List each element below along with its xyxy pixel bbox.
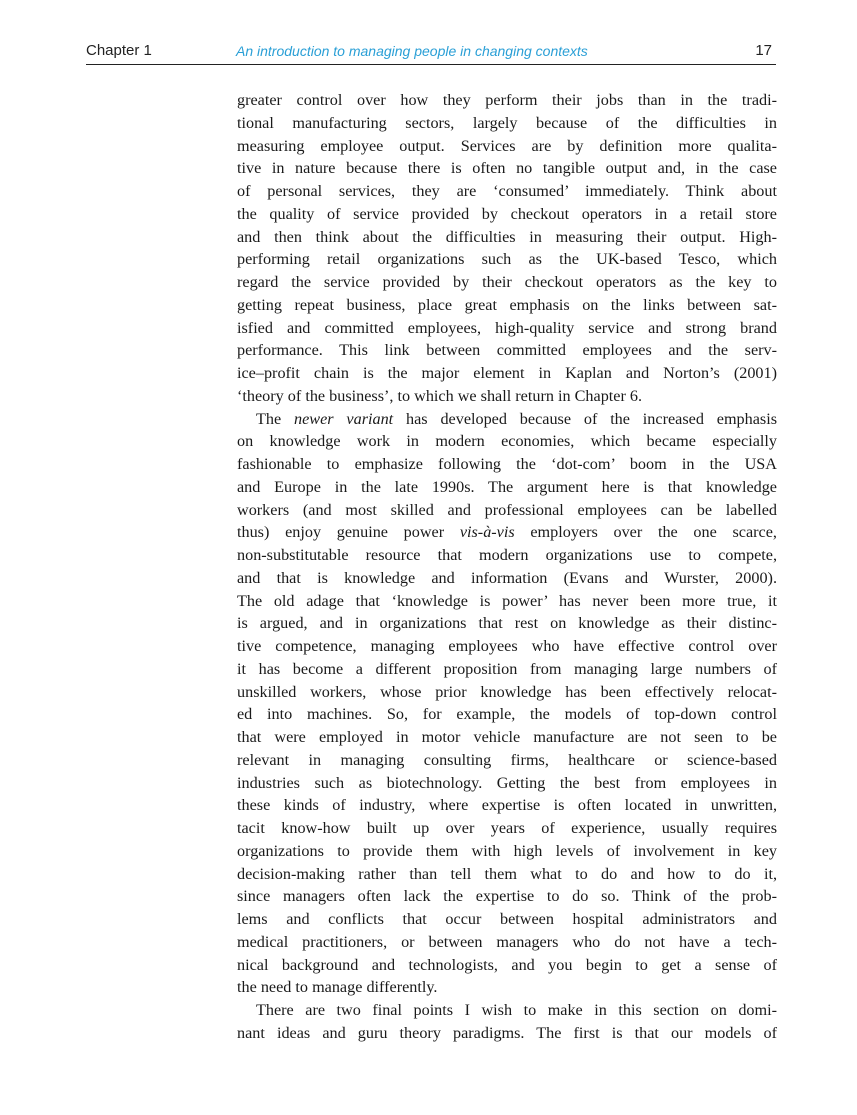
text-line: isfied and committed employees, high-quality service and strong brand bbox=[237, 318, 777, 337]
text-line: ‘theory of the business’, to which we shall return in Chapter 6. bbox=[237, 386, 643, 405]
text-line: fashionable to emphasize following the ‘dot-com’ boom in the USA bbox=[237, 455, 777, 473]
text-line: tive in nature because there is often no tangible output and, in the case bbox=[237, 159, 777, 178]
text-run: The bbox=[256, 409, 295, 428]
text-line: is argued, and in organizations that rest on knowledge as their distinc- bbox=[237, 614, 777, 633]
text-line: regard the service provided by their checkout operators as the key to bbox=[237, 273, 777, 291]
text-line: nant ideas and guru theory paradigms. The first is that our models of bbox=[237, 1023, 777, 1042]
text-line: that were employed in motor vehicle manufacture are not seen to be bbox=[237, 728, 777, 746]
text-line: unskilled workers, whose prior knowledge has been effectively relocat- bbox=[237, 682, 777, 701]
text-line: performance. This link between committed employees and the serv- bbox=[237, 341, 777, 360]
text-run: thus) enjoy genuine power bbox=[237, 523, 460, 542]
text-line: tive competence, managing employees who have effective control over bbox=[237, 637, 777, 655]
text-line: ed into machines. So, for example, the models of top-down control bbox=[237, 705, 777, 724]
text-line: relevant in managing consulting firms, healthcare or science-based bbox=[237, 750, 777, 769]
body-text bbox=[237, 89, 777, 1045]
text-line: the need to manage differently. bbox=[237, 978, 438, 997]
text-line: There are two final points I wish to make in this section on domi- bbox=[256, 1001, 777, 1019]
text-line bbox=[237, 408, 777, 431]
text-line: greater control over how they perform their jobs than in the tradi- bbox=[237, 91, 777, 109]
text-line bbox=[237, 521, 777, 544]
text-line: tacit know-how built up over years of experience, usually requires bbox=[237, 819, 777, 837]
text-line: measuring employee output. Services are by definition more qualita- bbox=[237, 136, 777, 155]
text-line: tional manufacturing sectors, largely because of the difficulties in bbox=[237, 113, 777, 132]
chapter-label: Chapter 1 bbox=[86, 42, 152, 59]
text-line: industries such as biotechnology. Getting the best from employees in bbox=[237, 773, 777, 792]
running-header bbox=[86, 42, 776, 65]
text-line: on knowledge work in modern economies, which became especially bbox=[237, 432, 777, 451]
chapter-title: An introduction to managing people in changing contexts bbox=[236, 43, 588, 59]
text-line: The old adage that ‘knowledge is power’ has never been more true, it bbox=[237, 591, 777, 610]
text-line: since managers often lack the expertise to do so. Think of the prob- bbox=[237, 887, 777, 906]
text-line: nical background and technologists, and you begin to get a sense of bbox=[237, 955, 777, 974]
text-line: ice–profit chain is the major element in Kaplan and Norton’s (2001) bbox=[237, 364, 777, 382]
text-line: lems and conflicts that occur between hospital administrators and bbox=[237, 910, 777, 928]
text-line: these kinds of industry, where expertise is often located in unwritten, bbox=[237, 796, 777, 815]
text-line: and then think about the difficulties in measuring their output. High- bbox=[237, 227, 777, 246]
text-line: decision-making rather than tell them what to do and how to do it, bbox=[237, 864, 777, 883]
text-line: getting repeat business, place great emphasis on the links between sat- bbox=[237, 295, 777, 314]
emphasized-text: newer variant bbox=[294, 409, 394, 428]
text-line: it has become a different proposition from managing large numbers of bbox=[237, 659, 777, 678]
text-run: has developed because of the increased emphasis bbox=[393, 409, 778, 428]
text-line: non-substitutable resource that modern organizations use to compete, bbox=[237, 546, 777, 564]
page-number: 17 bbox=[755, 42, 772, 59]
text-line: and that is knowledge and information (Evans and Wurster, 2000). bbox=[237, 568, 777, 587]
text-line: of personal services, they are ‘consumed’ immediately. Think about bbox=[237, 182, 777, 200]
text-line: workers (and most skilled and professional employees can be labelled bbox=[237, 500, 777, 519]
text-line: the quality of service provided by checkout operators in a retail store bbox=[237, 204, 777, 223]
text-line: and Europe in the late 1990s. The argument here is that knowledge bbox=[237, 477, 777, 496]
text-line: medical practitioners, or between managers who do not have a tech- bbox=[237, 932, 777, 951]
emphasized-text: vis-à-vis bbox=[459, 523, 515, 542]
text-line: performing retail organizations such as the UK-based Tesco, which bbox=[237, 250, 777, 269]
text-run: employers over the one scarce, bbox=[514, 523, 777, 542]
text-line: organizations to provide them with high levels of involvement in key bbox=[237, 841, 777, 860]
